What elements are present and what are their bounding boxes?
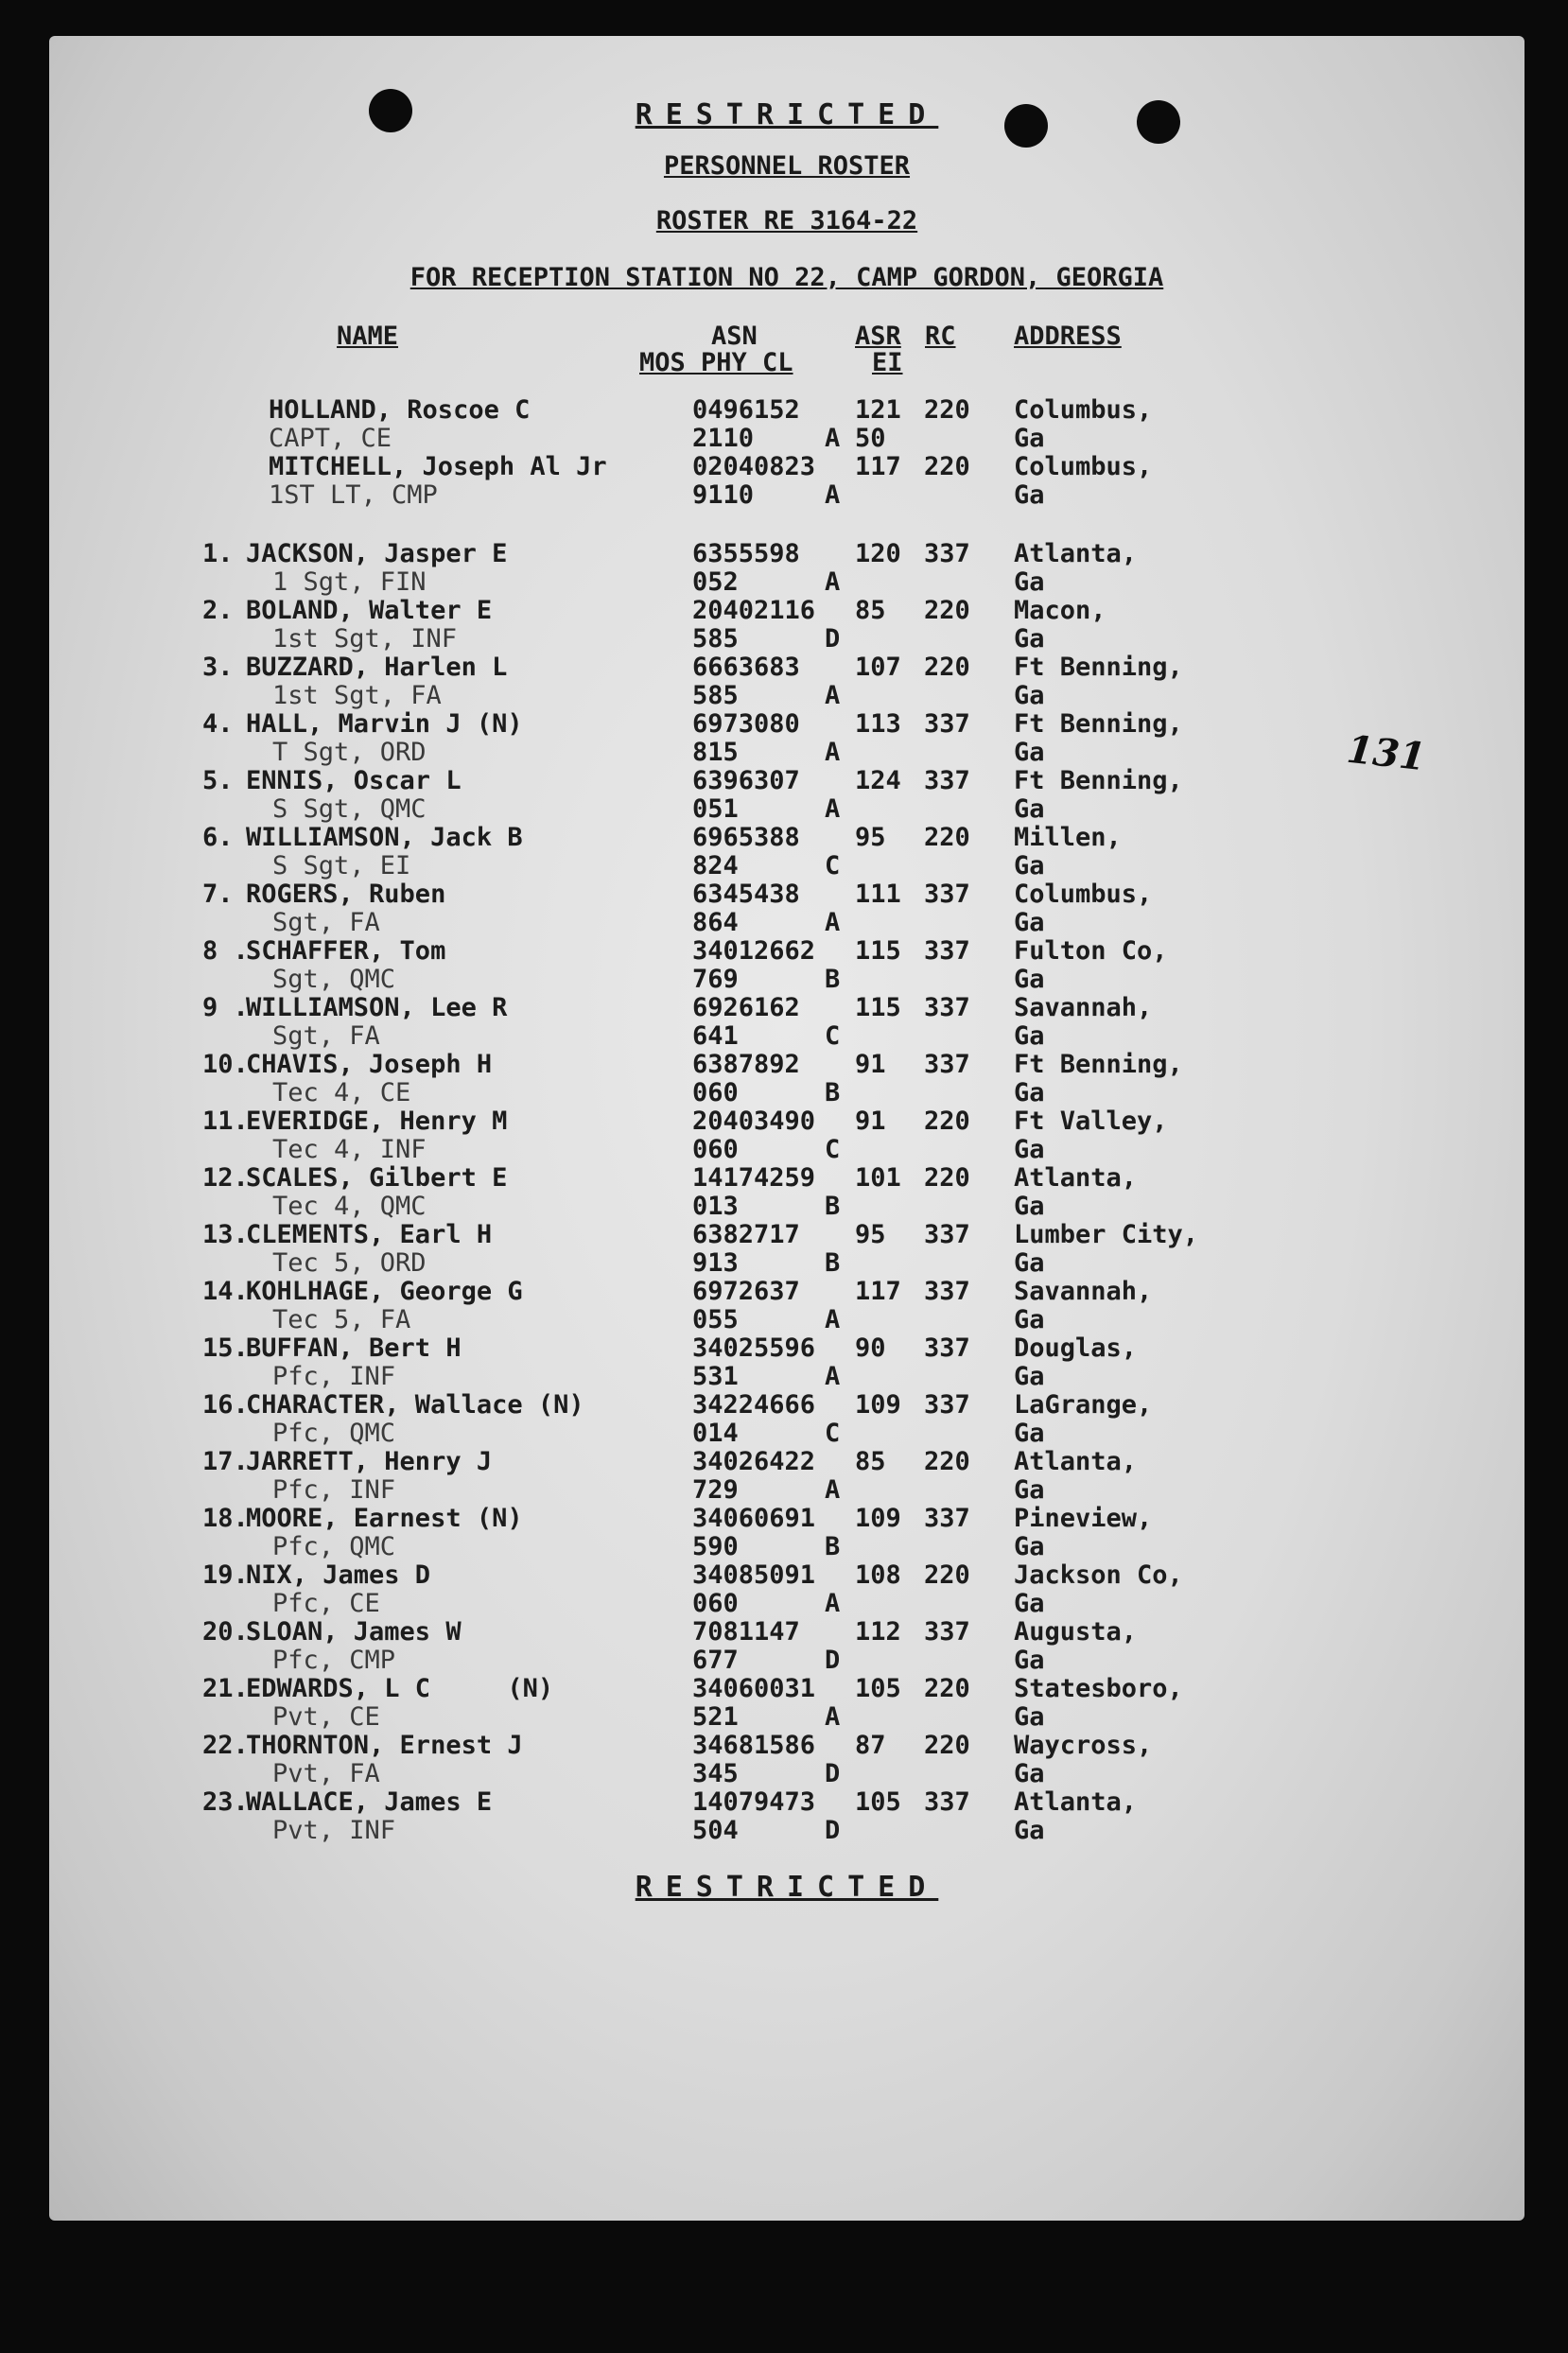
entry-state: Ga — [1014, 624, 1045, 654]
entry-mos: 585 — [692, 681, 739, 710]
entry-asr: 95 — [855, 1220, 886, 1249]
entry-name: NIX, James D — [246, 1560, 431, 1590]
entry-asn: 6387892 — [692, 1050, 800, 1079]
entry-state: Ga — [1014, 1816, 1045, 1845]
entry-asr: 101 — [855, 1163, 901, 1193]
entry-city: Lumber City, — [1014, 1220, 1199, 1249]
entry-class: D — [825, 1646, 841, 1675]
roster-number: ROSTER RE 3164-22 — [655, 206, 918, 235]
entry-number: 4. — [202, 709, 234, 739]
entry-asn: 14174259 — [692, 1163, 816, 1193]
entry-state: Ga — [1014, 1305, 1045, 1334]
entry-rank: Pfc, INF — [272, 1475, 396, 1505]
entry-class: A — [825, 1475, 841, 1505]
entry-mos: 504 — [692, 1816, 739, 1845]
station-line: FOR RECEPTION STATION NO 22, CAMP GORDON, GEORGIA — [409, 263, 1164, 292]
entry-rank: Pvt, FA — [272, 1759, 380, 1788]
entry-name: ROGERS, Ruben — [246, 880, 446, 909]
entry-asr: 120 — [855, 539, 901, 568]
entry-rc: 220 — [924, 1560, 970, 1590]
entry-mos: 913 — [692, 1248, 739, 1278]
entry-class: A — [825, 1589, 841, 1618]
entry-rc: 337 — [924, 1333, 970, 1363]
entry-rank: Tec 5, FA — [272, 1305, 411, 1334]
entry-rank: Pfc, QMC — [272, 1419, 396, 1448]
entry-class: B — [825, 1532, 841, 1561]
entry-rank: Pfc, CMP — [272, 1646, 396, 1675]
entry-mos: 641 — [692, 1021, 739, 1051]
officer-rc: 220 — [924, 395, 970, 425]
entry-rank: S Sgt, EI — [272, 851, 411, 880]
entry-number: 13. — [202, 1220, 249, 1249]
entry-asr: 115 — [855, 993, 901, 1022]
entry-state: Ga — [1014, 1532, 1045, 1561]
entry-state: Ga — [1014, 1135, 1045, 1164]
entry-name: WILLIAMSON, Jack B — [246, 823, 523, 852]
entry-name: EDWARDS, L C (N) — [246, 1674, 554, 1703]
entry-asr: 113 — [855, 709, 901, 739]
entry-asn: 6663683 — [692, 653, 800, 682]
entry-name: BUFFAN, Bert H — [246, 1333, 462, 1363]
entry-state: Ga — [1014, 1078, 1045, 1107]
entry-asn: 6965388 — [692, 823, 800, 852]
entry-rank: Tec 4, CE — [272, 1078, 411, 1107]
entry-state: Ga — [1014, 681, 1045, 710]
entry-asn: 6926162 — [692, 993, 800, 1022]
entry-rank: 1st Sgt, INF — [272, 624, 458, 654]
entry-rc: 220 — [924, 596, 970, 625]
entry-city: Atlanta, — [1014, 539, 1138, 568]
entry-city: Fulton Co, — [1014, 936, 1168, 966]
col-mos-header: MOS PHY CL — [639, 348, 793, 377]
officer-rank: 1ST LT, CMP — [269, 480, 438, 510]
entry-mos: 051 — [692, 794, 739, 824]
entry-number: 19. — [202, 1560, 249, 1590]
entry-rc: 337 — [924, 993, 970, 1022]
entry-asn: 34681586 — [692, 1731, 816, 1760]
entry-state: Ga — [1014, 1021, 1045, 1051]
officer-state: Ga — [1014, 424, 1045, 453]
entry-city: LaGrange, — [1014, 1390, 1153, 1420]
entry-city: Ft Valley, — [1014, 1107, 1168, 1136]
entry-state: Ga — [1014, 1646, 1045, 1675]
entry-name: EVERIDGE, Henry M — [246, 1107, 508, 1136]
entry-city: Millen, — [1014, 823, 1122, 852]
officer-mos: 2110 — [692, 424, 755, 453]
entry-city: Macon, — [1014, 596, 1106, 625]
entry-number: 6. — [202, 823, 234, 852]
entry-state: Ga — [1014, 1475, 1045, 1505]
entry-rc: 337 — [924, 1220, 970, 1249]
entry-number: 10. — [202, 1050, 249, 1079]
entry-asn: 6972637 — [692, 1277, 800, 1306]
entry-name: JACKSON, Jasper E — [246, 539, 508, 568]
officer-state: Ga — [1014, 480, 1045, 510]
entry-class: A — [825, 908, 841, 937]
entry-rank: Sgt, FA — [272, 1021, 380, 1051]
entry-rc: 337 — [924, 766, 970, 795]
page-number-mark: 131 — [1344, 726, 1428, 780]
entry-name: CHAVIS, Joseph H — [246, 1050, 493, 1079]
entry-asn: 6396307 — [692, 766, 800, 795]
entry-asr: 115 — [855, 936, 901, 966]
entry-number: 11. — [202, 1107, 249, 1136]
entry-asr: 95 — [855, 823, 886, 852]
entry-mos: 531 — [692, 1362, 739, 1391]
entry-number: 8 . — [202, 936, 249, 966]
entry-rc: 337 — [924, 1504, 970, 1533]
entry-state: Ga — [1014, 1192, 1045, 1221]
entry-asn: 34224666 — [692, 1390, 816, 1420]
entry-number: 9 . — [202, 993, 249, 1022]
entry-mos: 345 — [692, 1759, 739, 1788]
entry-city: Pineview, — [1014, 1504, 1153, 1533]
entry-asr: 124 — [855, 766, 901, 795]
officer-mos: 9110 — [692, 480, 755, 510]
entry-asn: 34026422 — [692, 1447, 816, 1476]
entry-mos: 824 — [692, 851, 739, 880]
entry-city: Ft Benning, — [1014, 653, 1183, 682]
entry-state: Ga — [1014, 738, 1045, 767]
entry-number: 5. — [202, 766, 234, 795]
entry-rc: 220 — [924, 653, 970, 682]
entry-class: A — [825, 1305, 841, 1334]
entry-class: C — [825, 1135, 841, 1164]
entry-state: Ga — [1014, 794, 1045, 824]
officer-name: HOLLAND, Roscoe C — [269, 395, 531, 425]
entry-state: Ga — [1014, 908, 1045, 937]
entry-state: Ga — [1014, 1589, 1045, 1618]
entry-state: Ga — [1014, 1362, 1045, 1391]
entry-city: Ft Benning, — [1014, 1050, 1183, 1079]
entry-asn: 34025596 — [692, 1333, 816, 1363]
entry-city: Savannah, — [1014, 993, 1153, 1022]
entry-rc: 220 — [924, 1447, 970, 1476]
entry-class: B — [825, 965, 841, 994]
entry-mos: 060 — [692, 1589, 739, 1618]
entry-rank: S Sgt, QMC — [272, 794, 427, 824]
entry-state: Ga — [1014, 1248, 1045, 1278]
entry-name: KOHLHAGE, George G — [246, 1277, 523, 1306]
entry-rc: 337 — [924, 1050, 970, 1079]
entry-asn: 14079473 — [692, 1787, 816, 1817]
entry-rank: Pfc, QMC — [272, 1532, 396, 1561]
officer-asr: 117 — [855, 452, 901, 481]
entry-number: 16. — [202, 1390, 249, 1420]
officer-ei: 50 — [855, 424, 886, 453]
entry-state: Ga — [1014, 1759, 1045, 1788]
entry-asr: 85 — [855, 596, 886, 625]
entry-city: Savannah, — [1014, 1277, 1153, 1306]
entry-name: MOORE, Earnest (N) — [246, 1504, 523, 1533]
entry-asr: 105 — [855, 1787, 901, 1817]
entry-number: 15. — [202, 1333, 249, 1363]
entry-rc: 337 — [924, 539, 970, 568]
entry-rank: 1st Sgt, FA — [272, 681, 442, 710]
entry-city: Atlanta, — [1014, 1163, 1138, 1193]
entry-rc: 337 — [924, 709, 970, 739]
entry-state: Ga — [1014, 1702, 1045, 1732]
entry-mos: 590 — [692, 1532, 739, 1561]
entry-asr: 85 — [855, 1447, 886, 1476]
entry-state: Ga — [1014, 1419, 1045, 1448]
document-page — [49, 36, 1524, 2221]
entry-number: 12. — [202, 1163, 249, 1193]
officer-city: Columbus, — [1014, 452, 1153, 481]
entry-city: Ft Benning, — [1014, 766, 1183, 795]
entry-rc: 337 — [924, 1277, 970, 1306]
entry-asr: 90 — [855, 1333, 886, 1363]
entry-asn: 20403490 — [692, 1107, 816, 1136]
entry-state: Ga — [1014, 851, 1045, 880]
entry-name: BUZZARD, Harlen L — [246, 653, 508, 682]
entry-number: 3. — [202, 653, 234, 682]
entry-asr: 109 — [855, 1390, 901, 1420]
entry-mos: 013 — [692, 1192, 739, 1221]
entry-name: WILLIAMSON, Lee R — [246, 993, 508, 1022]
entry-state: Ga — [1014, 965, 1045, 994]
entry-mos: 060 — [692, 1135, 739, 1164]
entry-number: 1. — [202, 539, 234, 568]
entry-asr: 111 — [855, 880, 901, 909]
entry-class: D — [825, 1759, 841, 1788]
officer-rank: CAPT, CE — [269, 424, 392, 453]
entry-name: ENNIS, Oscar L — [246, 766, 462, 795]
entry-asn: 7081147 — [692, 1617, 800, 1647]
entry-mos: 014 — [692, 1419, 739, 1448]
entry-city: Statesboro, — [1014, 1674, 1183, 1703]
entry-rank: Tec 4, QMC — [272, 1192, 427, 1221]
entry-class: B — [825, 1192, 841, 1221]
entry-number: 14. — [202, 1277, 249, 1306]
entry-mos: 521 — [692, 1702, 739, 1732]
entry-number: 7. — [202, 880, 234, 909]
entry-number: 20. — [202, 1617, 249, 1647]
entry-asn: 34085091 — [692, 1560, 816, 1590]
entry-name: WALLACE, James E — [246, 1787, 493, 1817]
entry-rank: Tec 4, INF — [272, 1135, 427, 1164]
entry-class: D — [825, 624, 841, 654]
officer-asr: 121 — [855, 395, 901, 425]
entry-class: A — [825, 794, 841, 824]
entry-asr: 107 — [855, 653, 901, 682]
entry-city: Columbus, — [1014, 880, 1153, 909]
entry-city: Ft Benning, — [1014, 709, 1183, 739]
entry-name: SCALES, Gilbert E — [246, 1163, 508, 1193]
classification-footer: RESTRICTED — [635, 1871, 939, 1904]
entry-asn: 34012662 — [692, 936, 816, 966]
entry-rc: 337 — [924, 1390, 970, 1420]
col-ei-header: EI — [872, 348, 903, 377]
col-asr-header: ASR — [855, 322, 901, 351]
entry-asn: 6355598 — [692, 539, 800, 568]
entry-asn: 6382717 — [692, 1220, 800, 1249]
entry-asn: 34060691 — [692, 1504, 816, 1533]
entry-name: SCHAFFER, Tom — [246, 936, 446, 966]
entry-class: A — [825, 681, 841, 710]
entry-asn: 6345438 — [692, 880, 800, 909]
entry-mos: 677 — [692, 1646, 739, 1675]
entry-city: Douglas, — [1014, 1333, 1138, 1363]
entry-name: SLOAN, James W — [246, 1617, 462, 1647]
entry-class: C — [825, 1419, 841, 1448]
entry-rank: Pfc, INF — [272, 1362, 396, 1391]
entry-city: Jackson Co, — [1014, 1560, 1183, 1590]
entry-asr: 91 — [855, 1050, 886, 1079]
entry-number: 2. — [202, 596, 234, 625]
entry-asr: 108 — [855, 1560, 901, 1590]
entry-rank: Tec 5, ORD — [272, 1248, 427, 1278]
officer-class: A — [825, 480, 841, 510]
entry-rc: 337 — [924, 1787, 970, 1817]
entry-class: D — [825, 1816, 841, 1845]
entry-number: 17. — [202, 1447, 249, 1476]
entry-mos: 769 — [692, 965, 739, 994]
officer-asn: 02040823 — [692, 452, 816, 481]
entry-rc: 220 — [924, 823, 970, 852]
entry-mos: 864 — [692, 908, 739, 937]
col-rc-header: RC — [925, 322, 956, 351]
entry-number: 22. — [202, 1731, 249, 1760]
entry-number: 23. — [202, 1787, 249, 1817]
col-address-header: ADDRESS — [1014, 322, 1122, 351]
entry-rank: 1 Sgt, FIN — [272, 567, 427, 597]
entry-city: Atlanta, — [1014, 1787, 1138, 1817]
entry-mos: 060 — [692, 1078, 739, 1107]
entry-rank: T Sgt, ORD — [272, 738, 427, 767]
entry-asr: 112 — [855, 1617, 901, 1647]
entry-class: C — [825, 1021, 841, 1051]
entry-asr: 87 — [855, 1731, 886, 1760]
entry-name: JARRETT, Henry J — [246, 1447, 493, 1476]
entry-name: BOLAND, Walter E — [246, 596, 493, 625]
entry-rc: 337 — [924, 880, 970, 909]
entry-mos: 585 — [692, 624, 739, 654]
entry-asn: 20402116 — [692, 596, 816, 625]
entry-name: THORNTON, Ernest J — [246, 1731, 523, 1760]
entry-mos: 055 — [692, 1305, 739, 1334]
entry-class: A — [825, 738, 841, 767]
officer-city: Columbus, — [1014, 395, 1153, 425]
officer-asn: 0496152 — [692, 395, 800, 425]
entry-rank: Pfc, CE — [272, 1589, 380, 1618]
entry-class: A — [825, 567, 841, 597]
entry-name: CHARACTER, Wallace (N) — [246, 1390, 584, 1420]
entry-city: Atlanta, — [1014, 1447, 1138, 1476]
entry-rc: 220 — [924, 1674, 970, 1703]
col-name-header: NAME — [337, 322, 399, 351]
entry-class: C — [825, 851, 841, 880]
entry-asr: 105 — [855, 1674, 901, 1703]
entry-class: A — [825, 1362, 841, 1391]
classification-header: RESTRICTED — [635, 98, 939, 131]
entry-name: HALL, Marvin J (N) — [246, 709, 523, 739]
entry-mos: 052 — [692, 567, 739, 597]
entry-mos: 815 — [692, 738, 739, 767]
entry-class: A — [825, 1702, 841, 1732]
entry-rc: 220 — [924, 1107, 970, 1136]
entry-asr: 91 — [855, 1107, 886, 1136]
entry-class: B — [825, 1078, 841, 1107]
entry-rc: 220 — [924, 1731, 970, 1760]
officer-class: A — [825, 424, 841, 453]
entry-number: 21. — [202, 1674, 249, 1703]
entry-rc: 337 — [924, 936, 970, 966]
entry-rank: Sgt, QMC — [272, 965, 396, 994]
officer-rc: 220 — [924, 452, 970, 481]
entry-number: 18. — [202, 1504, 249, 1533]
entry-asn: 34060031 — [692, 1674, 816, 1703]
entry-asr: 109 — [855, 1504, 901, 1533]
entry-city: Waycross, — [1014, 1731, 1153, 1760]
entry-rank: Pvt, CE — [272, 1702, 380, 1732]
entry-class: B — [825, 1248, 841, 1278]
col-asn-header: ASN — [711, 322, 758, 351]
entry-asn: 6973080 — [692, 709, 800, 739]
entry-state: Ga — [1014, 567, 1045, 597]
entry-mos: 729 — [692, 1475, 739, 1505]
officer-name: MITCHELL, Joseph Al Jr — [269, 452, 607, 481]
entry-rc: 337 — [924, 1617, 970, 1647]
entry-rank: Sgt, FA — [272, 908, 380, 937]
entry-city: Augusta, — [1014, 1617, 1138, 1647]
entry-asr: 117 — [855, 1277, 901, 1306]
page-title: PERSONNEL ROSTER — [663, 151, 911, 181]
entry-rank: Pvt, INF — [272, 1816, 396, 1845]
entry-rc: 220 — [924, 1163, 970, 1193]
entry-name: CLEMENTS, Earl H — [246, 1220, 493, 1249]
